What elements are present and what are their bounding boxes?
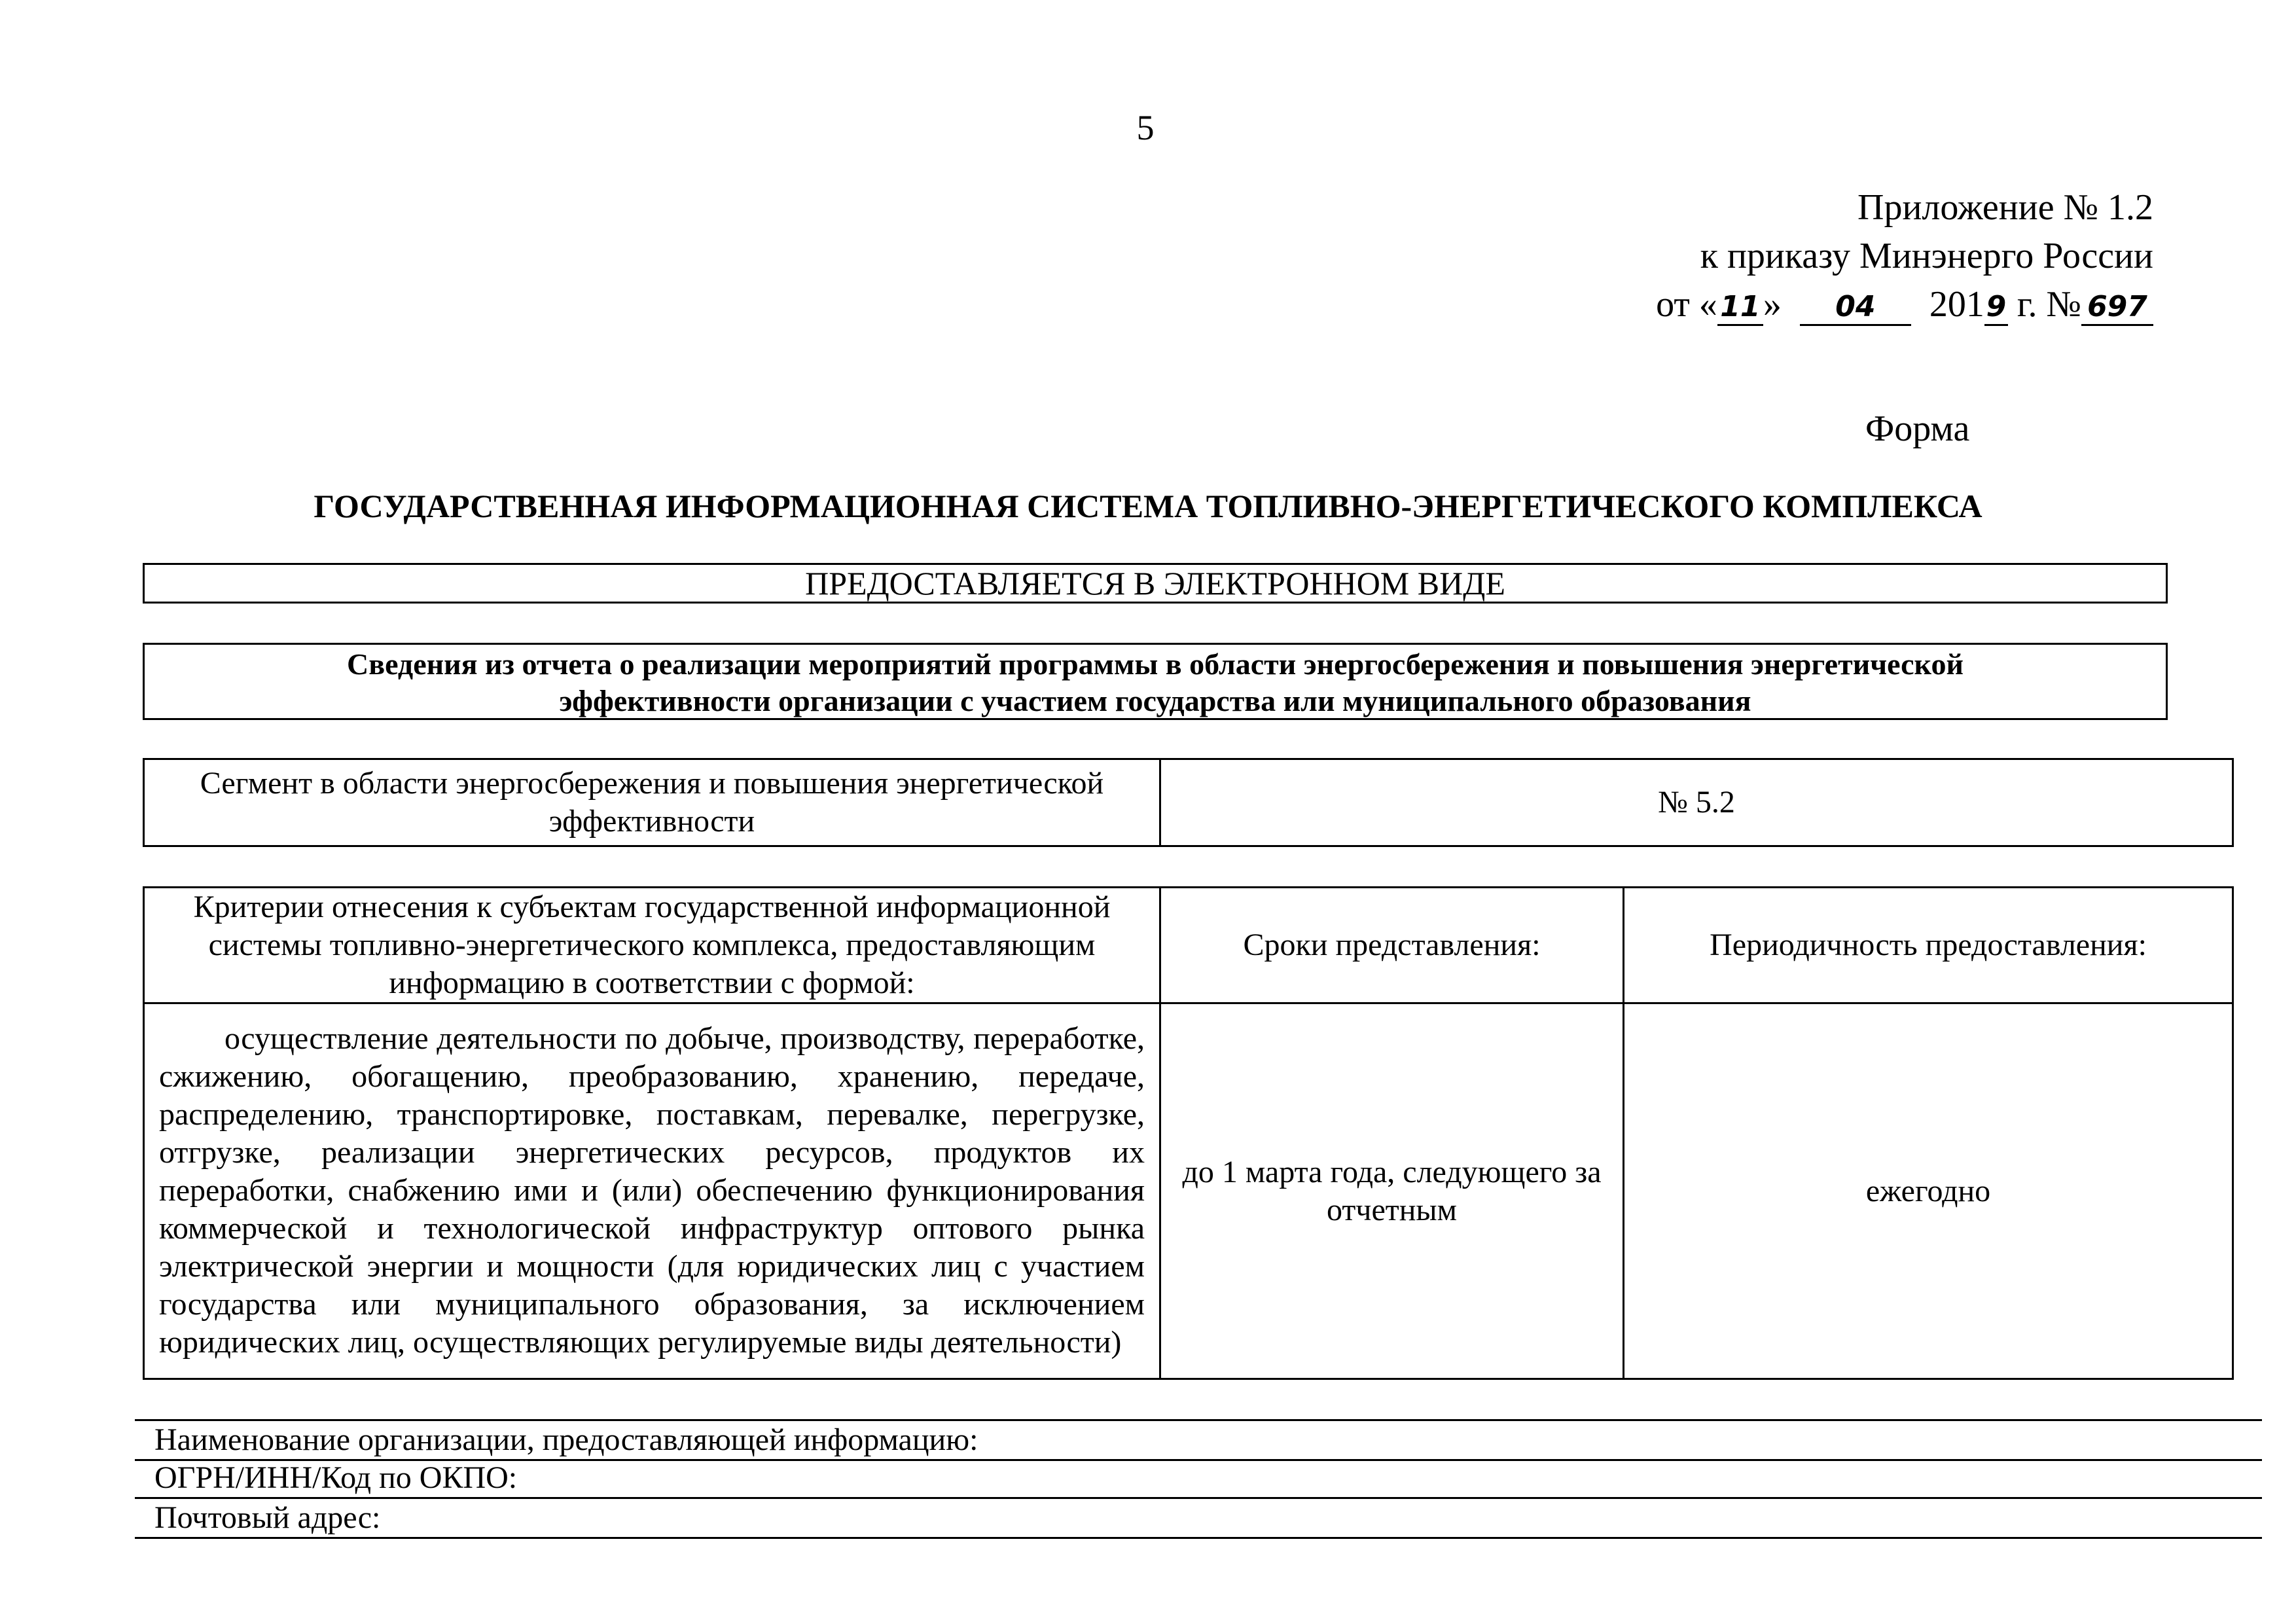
segment-table [143, 758, 2234, 847]
appendix-order-ref: к приказу Минэнерго России [1700, 236, 2153, 276]
appendix-title: Приложение № 1.2 [1857, 187, 2153, 228]
header-deadline: Сроки представления: [1160, 888, 1624, 1003]
segment-row [144, 759, 2233, 846]
date-quote-close: » [1763, 284, 1782, 325]
date-prefix: от « [1656, 284, 1717, 325]
report-title-line1: Сведения из отчета о реализации мероприятий программы в области энергосбережения и повышения энергетической [347, 647, 1964, 681]
order-number-label: г. № [2017, 284, 2081, 325]
segment-label-line2: эффективности [548, 804, 755, 839]
main-title: ГОСУДАРСТВЕННАЯ ИНФОРМАЦИОННАЯ СИСТЕМА ТОПЛИВНО-ЭНЕРГЕТИЧЕСКОГО КОМПЛЕКСА [314, 488, 1982, 524]
criteria-table [143, 886, 2234, 1380]
appendix-date-line [1558, 280, 2153, 329]
appendix-header [1558, 183, 2153, 329]
year-prefix: 201 [1929, 284, 1984, 325]
postal-address-field[interactable] [135, 1499, 2262, 1539]
segment-label-line1: Сегмент в области энергосбережения и повышения энергетической [200, 766, 1104, 801]
deadline-value: до 1 марта года, следующего за отчетным [1160, 1003, 1624, 1379]
segment-value-cell: № 5.2 [1160, 759, 2233, 846]
handwritten-month: 04 [1800, 290, 1911, 326]
handwritten-day: 11 [1717, 290, 1763, 326]
handwritten-order-number: 697 [2081, 290, 2153, 326]
org-name-label: Наименование организации, предоставляющей информацию: [154, 1422, 978, 1457]
segment-label-cell [144, 759, 1160, 846]
report-title-banner [143, 643, 2168, 720]
ogrn-label: ОГРН/ИНН/Код по ОКПО: [154, 1460, 518, 1495]
periodicity-value: ежегодно [1624, 1003, 2233, 1379]
criteria-header-row [144, 888, 2233, 1003]
ogrn-field[interactable] [135, 1459, 2262, 1499]
header-criteria: Критерии отнесения к субъектам государственной информационной системы топливно-энергетического комплекса, предоставляющим информацию в соответствии с формой: [144, 888, 1160, 1003]
postal-address-label: Почтовый адрес: [154, 1500, 381, 1535]
form-label: Форма [1865, 408, 1970, 449]
report-title-line2: эффективности организации с участием государства или муниципального образования [559, 684, 1751, 717]
electronic-submission-banner: ПРЕДОСТАВЛЯЕТСЯ В ЭЛЕКТРОННОМ ВИДЕ [143, 563, 2168, 604]
org-name-field[interactable] [135, 1419, 2262, 1461]
criteria-description: осуществление деятельности по добыче, производству, переработке, сжижению, обогащению, преобразованию, хранению, передаче, распределению, транспортировке, поставкам, перевалке, перегрузке, отгрузке, реализации энергетических ресурсов, продуктов их переработки, снабжению ими и (или) обеспечению функционирования коммерческой и технологической инфраструктур оптового рынка электрической энергии и мощности (для юридических лиц с участием государства или муниципального образования, за исключением юридических лиц, осуществляющих регулируемые виды деятельности) [144, 1003, 1160, 1379]
handwritten-year-digit: 9 [1984, 290, 2008, 326]
criteria-data-row [144, 1003, 2233, 1379]
page-number: 5 [1136, 108, 1155, 147]
header-periodicity: Периодичность предоставления: [1624, 888, 2233, 1003]
